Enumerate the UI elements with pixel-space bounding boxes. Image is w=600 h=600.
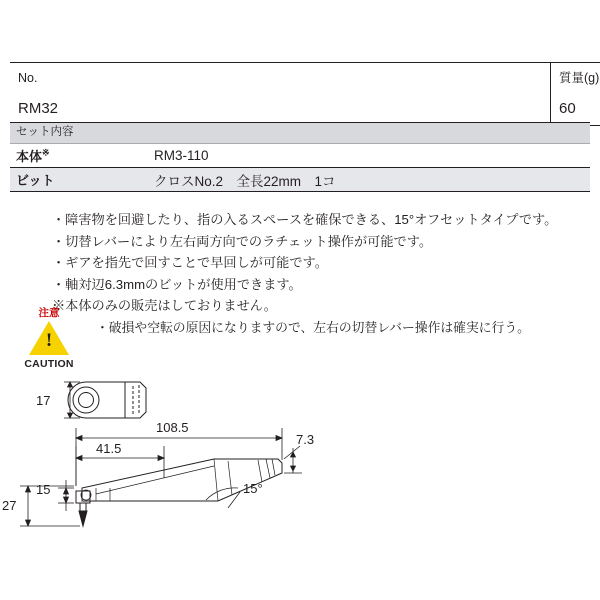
caution-label-jp: 注意 xyxy=(38,307,60,319)
set-row-label: ビット xyxy=(16,173,55,188)
dim-total-length xyxy=(76,428,282,486)
list-item: ・障害物を回避したり、指の入るスペースを確保できる、15°オフセットタイプです。 xyxy=(52,212,558,227)
header-no: No. xyxy=(10,63,551,94)
value-no: RM32 xyxy=(10,93,551,126)
set-contents-section xyxy=(10,122,590,192)
list-item: ・切替レバーにより左右両方向でのラチェット操作が可能です。 xyxy=(52,233,433,249)
value-weight: 60 xyxy=(551,93,600,126)
top-view xyxy=(68,382,146,418)
exclamation-mark: ! xyxy=(45,330,53,351)
caution-sign xyxy=(16,305,82,370)
set-row-value: RM3-110 xyxy=(154,148,209,163)
set-contents-row xyxy=(10,144,590,168)
list-item: ・ギアを指先で回すことで早回しが可能です。 xyxy=(52,255,328,270)
dim-body-height xyxy=(58,480,74,511)
dim-label-108-5: 108.5 xyxy=(156,420,189,435)
table-header-row xyxy=(10,63,600,94)
set-contents-row xyxy=(10,168,590,192)
dim-label-41-5: 41.5 xyxy=(96,441,122,456)
warning-triangle-icon xyxy=(29,321,69,355)
label-superscript: ※ xyxy=(42,147,50,158)
caution-text: ・破損や空転の原因になりますので、左右の切替レバー操作は確実に行う。 xyxy=(96,320,530,335)
feature-notes-list xyxy=(12,209,600,317)
list-item: ※本体のみの販売はしておりません。 xyxy=(52,298,277,313)
spec-table xyxy=(10,62,600,126)
header-weight: 質量(g) xyxy=(551,63,600,94)
technical-drawing xyxy=(0,368,600,558)
list-item: ・軸対辺6.3mmのビットが使用できます。 xyxy=(52,276,302,292)
set-row-value: クロスNo.2 全長22mm 1コ xyxy=(154,173,336,189)
dim-angle xyxy=(206,488,240,508)
dim-label-15: 15 xyxy=(36,482,51,497)
dim-head-height xyxy=(284,446,302,473)
dim-label-7-3: 7.3 xyxy=(296,432,315,447)
set-contents-title: セット内容 xyxy=(10,122,590,144)
dim-label-17: 17 xyxy=(36,393,51,408)
drawing-svg xyxy=(0,368,600,558)
table-value-row xyxy=(10,93,600,126)
caution-label-en: CAUTION xyxy=(24,358,74,370)
dim-top-view-height xyxy=(64,382,80,418)
dim-label-angle: 15° xyxy=(243,481,263,496)
caution-block xyxy=(16,305,586,370)
set-row-label: 本体※ xyxy=(16,147,50,164)
dim-label-27: 27 xyxy=(2,498,17,513)
